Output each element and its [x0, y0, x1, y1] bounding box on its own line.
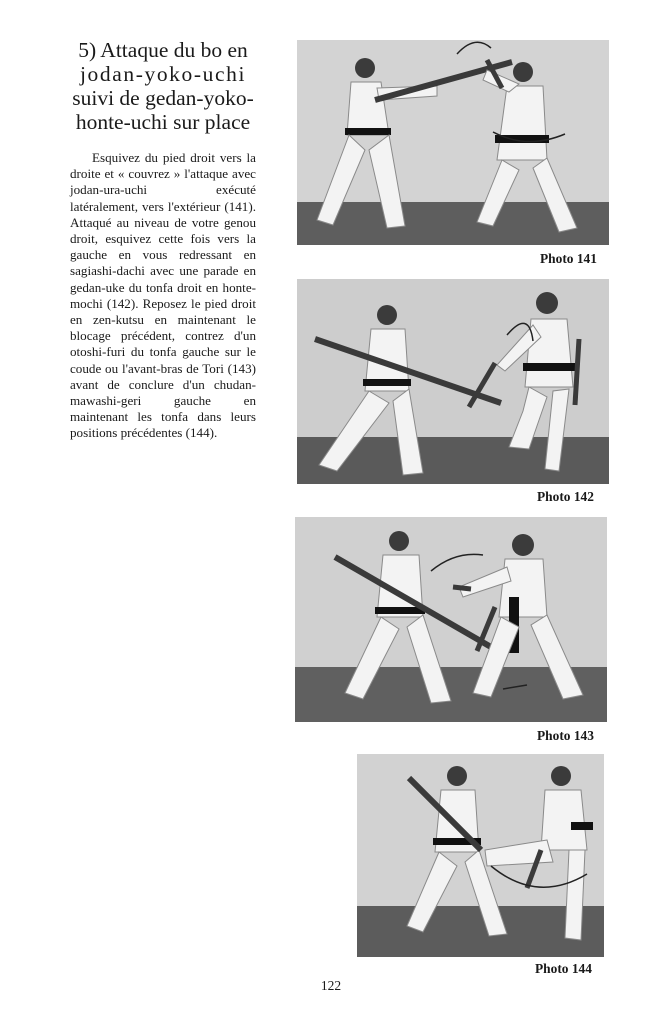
photo-143-image — [295, 517, 607, 722]
heading-line: 5) Attaque du bo en — [78, 38, 248, 62]
photo-142 — [297, 279, 609, 484]
photo-142-image — [297, 279, 609, 484]
photo-caption: Photo 142 — [537, 489, 594, 504]
photo-144 — [357, 754, 604, 957]
photo-caption: Photo 144 — [535, 961, 592, 976]
section-heading — [66, 38, 260, 134]
photo-caption: Photo 141 — [540, 251, 597, 266]
heading-line: suivi de gedan-yoko- — [72, 86, 254, 110]
body-paragraph: Esquivez du pied droit vers la droite et « couvrez » l'attaque avec jodan-ura-uchi exécuté latéralement, vers l'extérieur (141). Attaqué au niveau de votre genou droit, esquivez cette fois vers la gauche en vous redressant en sagiashi-dachi avec une parade en gedan-uke du tonfa droit en honte-mochi (142). Reposez le pied droit en zen-kutsu en maintenant le blocage précédent, contrez d'un otoshi-furi du tonfa gauche sur le coude ou l'avant-bras de Tori (143) avant de conclure d'un chudan-mawashi-geri gauche en maintenant les tonfa dans leurs positions précédentes (144). — [70, 150, 256, 441]
photo-144-image — [357, 754, 604, 957]
photo-caption: Photo 143 — [537, 728, 594, 743]
heading-line: jodan-yoko-uchi — [79, 62, 247, 86]
page-number: 122 — [320, 978, 342, 993]
heading-line: honte-uchi sur place — [75, 110, 251, 134]
photo-141-image — [297, 40, 609, 245]
photo-141 — [297, 40, 609, 245]
photo-143 — [295, 517, 607, 722]
